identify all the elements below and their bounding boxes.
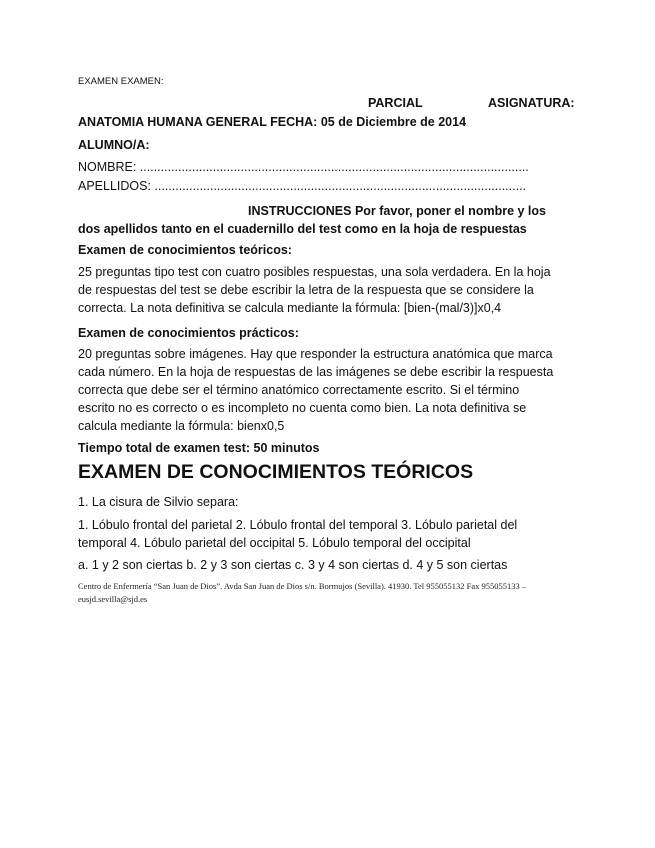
instructions-block (78, 202, 560, 238)
nombre-field: NOMBRE: ................................................................................................................ (78, 160, 529, 174)
question1-options: 1. Lóbulo frontal del parietal 2. Lóbulo frontal del temporal 3. Lóbulo parietal del temporal 4. Lóbulo parietal del occipital 5. Lóbulo temporal del occipital (78, 518, 518, 550)
question1-answers: a. 1 y 2 son ciertas b. 2 y 3 son ciertas c. 3 y 4 son ciertas d. 4 y 5 son ciertas (78, 558, 508, 572)
theory-heading: Examen de conocimientos teóricos: (78, 243, 292, 257)
apellidos-field: APELLIDOS: ........................................................................................................... (78, 179, 527, 193)
asignatura-label: ASIGNATURA: (488, 96, 575, 110)
parcial-label: PARCIAL (368, 96, 423, 110)
alumno-label: ALUMNO/A: (78, 138, 150, 152)
question1-stem: 1. La cisura de Silvio separa: (78, 495, 239, 509)
theory-body: 25 preguntas tipo test con cuatro posibles respuestas, una sola verdadera. En la hoja de respuestas del test se debe escribir la letra de la respuesta que se considere la correcta. La nota definitiva se calcula mediante la fórmula: [bien-(mal/3)]x0,4 (78, 265, 551, 315)
instructions-text: INSTRUCCIONES Por favor, poner el nombre y los dos apellidos tanto en el cuadernillo del test como en la hoja de respuestas (78, 204, 546, 236)
total-time-line: Tiempo total de examen test: 50 minutos (78, 441, 320, 455)
footer-address: Centro de Enfermería “San Juan de Dios”. Avda San Juan de Dios s/n. Bormujos (Sevilla). 41930. Tel 955055132 Fax 955055133 – eusjd.sevilla@sjd.es (78, 581, 527, 604)
practice-heading: Examen de conocimientos prácticos: (78, 326, 299, 340)
subject-date-line: ANATOMIA HUMANA GENERAL FECHA: 05 de Diciembre de 2014 (78, 115, 467, 129)
exam-top-label: EXAMEN EXAMEN: (78, 76, 164, 87)
practice-body: 20 preguntas sobre imágenes. Hay que responder la estructura anatómica que marca cada número. En la hoja de respuestas de las imágenes se debe escribir la respuesta correcta que debe ser el término anatómico correctamente escrito. Si el término escrito no es correcto o es incompleto no cuenta como bien. La nota definitiva se calcula mediante la fórmula: bienx0,5 (78, 347, 554, 433)
section-title: EXAMEN DE CONOCIMIENTOS TEÓRICOS (78, 461, 474, 483)
